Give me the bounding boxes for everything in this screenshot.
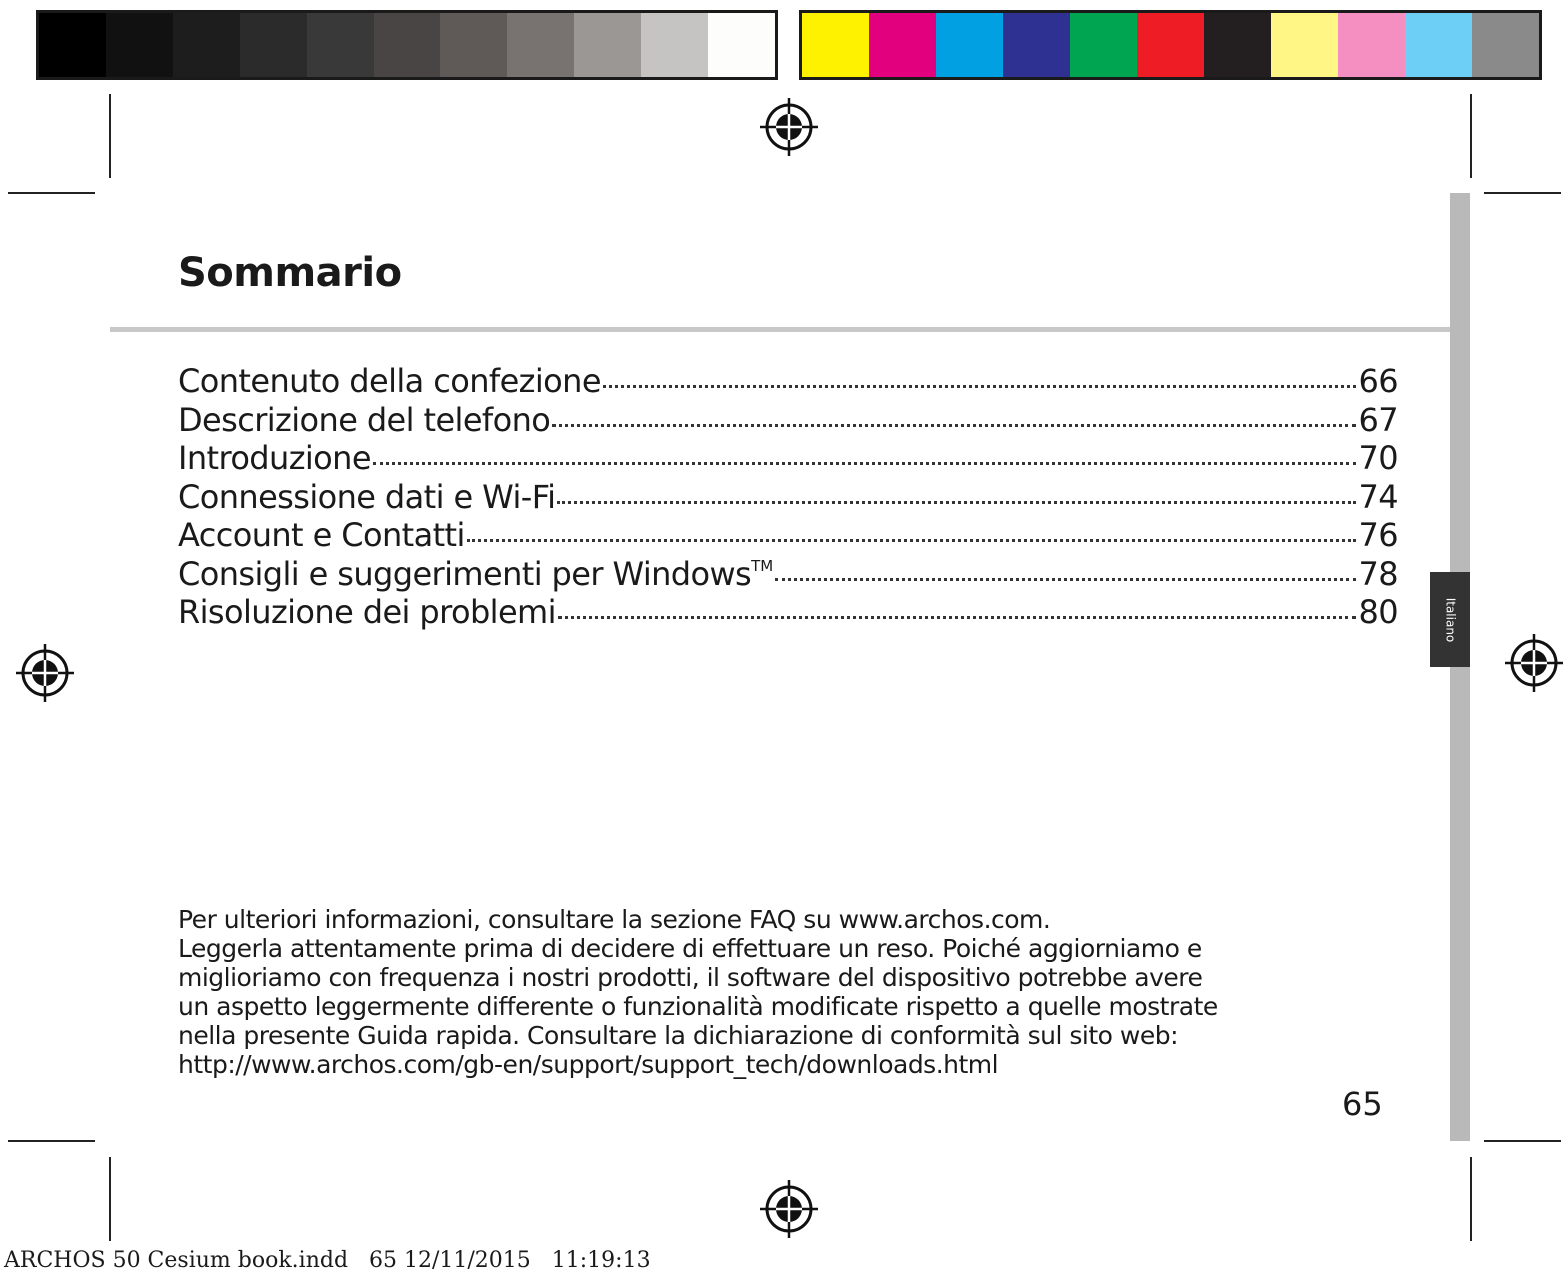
color-swatch: [173, 13, 240, 77]
toc-entry-text: Contenuto della confezione: [178, 362, 601, 400]
color-swatch: [936, 13, 1003, 77]
color-swatch: [1472, 13, 1539, 77]
print-slug: ARCHOS 50 Cesium book.indd 65 12/11/2015 11:19:13: [4, 1248, 651, 1273]
toc-entry[interactable]: [178, 593, 1398, 632]
toc-entry-label: [178, 593, 556, 631]
toc-entry[interactable]: [178, 401, 1398, 440]
color-swatch: [440, 13, 507, 77]
toc-entry-text: Connessione dati e Wi-Fi: [178, 477, 556, 516]
toc-entry-label: [178, 439, 371, 477]
toc-entry[interactable]: [178, 478, 1398, 517]
color-swatch: [641, 13, 708, 77]
toc-entry-label: [178, 555, 773, 593]
footer-line: Leggerla attentamente prima di decidere di effettuare un reso. Poiché aggiorniamo e: [178, 934, 1202, 963]
toc-entry-page: 66: [1358, 362, 1398, 400]
color-swatch: [802, 13, 869, 77]
registration-mark-icon: [760, 98, 818, 156]
toc-dot-leader: [552, 424, 1356, 427]
crop-mark: [1470, 1157, 1472, 1241]
toc-dot-leader: [775, 578, 1356, 581]
color-swatch: [1070, 13, 1137, 77]
color-swatch: [1271, 13, 1338, 77]
toc-dot-leader: [603, 385, 1357, 388]
toc-entry[interactable]: [178, 362, 1398, 401]
language-tab-label-container: [1430, 572, 1470, 667]
color-swatch: [507, 13, 574, 77]
toc-dot-leader: [373, 462, 1357, 465]
toc-entry[interactable]: [178, 555, 1398, 594]
page-side-strip: [1450, 193, 1470, 1141]
crop-mark: [109, 1157, 111, 1241]
toc-entry[interactable]: [178, 439, 1398, 478]
toc-entry-label: [178, 401, 550, 439]
table-of-contents: [178, 362, 1398, 632]
footer-line: nella presente Guida rapida. Consultare la dichiarazione di conformità sul sito web:: [178, 1021, 1178, 1050]
page-number: 65: [1342, 1085, 1383, 1123]
color-swatch: [1204, 13, 1271, 77]
color-calibration-bar: [799, 10, 1542, 80]
toc-entry-text: Consigli e suggerimenti per Windows: [178, 554, 752, 593]
page-title: Sommario: [178, 250, 402, 296]
color-swatch: [240, 13, 307, 77]
registration-mark-icon: [760, 1180, 818, 1238]
footer-line: Per ulteriori informazioni, consultare la sezione FAQ su www.archos.com.: [178, 905, 1051, 934]
toc-entry-page: 78: [1358, 554, 1398, 593]
toc-entry-label: [178, 516, 465, 554]
toc-entry-label: [178, 362, 601, 400]
color-swatch: [307, 13, 374, 77]
registration-mark-icon: [1505, 634, 1563, 692]
toc-entry-text: Account e Contatti: [178, 516, 465, 554]
color-swatch: [1137, 13, 1204, 77]
toc-entry-text: Descrizione del telefono: [178, 400, 551, 439]
color-swatch: [1338, 13, 1405, 77]
toc-entry-label: [178, 478, 555, 516]
toc-entry-text: Introduzione: [178, 439, 371, 477]
crop-mark: [109, 94, 111, 178]
toc-dot-leader: [558, 616, 1357, 619]
color-swatch: [374, 13, 441, 77]
crop-mark: [8, 192, 95, 194]
trademark-mark: TM: [751, 556, 774, 575]
toc-entry-page: 76: [1358, 516, 1398, 554]
registration-mark-icon: [16, 644, 74, 702]
crop-mark: [1470, 94, 1472, 178]
footer-line: http://www.archos.com/gb-en/support/support_tech/downloads.html: [178, 1050, 999, 1079]
toc-entry[interactable]: [178, 516, 1398, 555]
toc-entry-page: 70: [1358, 439, 1398, 477]
title-divider: [110, 327, 1450, 332]
toc-entry-page: 80: [1358, 593, 1398, 631]
color-swatch: [106, 13, 173, 77]
color-swatch: [1003, 13, 1070, 77]
color-swatch: [1405, 13, 1472, 77]
toc-entry-page: 74: [1358, 477, 1398, 516]
footer-note: [178, 905, 1398, 1079]
toc-entry-text: Risoluzione dei problemi: [178, 593, 556, 631]
footer-line: un aspetto leggermente differente o funzionalità modificate rispetto a quelle mostrate: [178, 992, 1218, 1021]
color-swatch: [574, 13, 641, 77]
crop-mark: [1484, 1140, 1561, 1142]
crop-mark: [8, 1140, 95, 1142]
grayscale-calibration-bar: [36, 10, 778, 80]
color-swatch: [869, 13, 936, 77]
toc-dot-leader: [467, 539, 1357, 542]
toc-dot-leader: [557, 501, 1356, 504]
language-tab-label: Italiano: [1443, 597, 1458, 642]
toc-entry-page: 67: [1358, 400, 1398, 439]
footer-line: miglioriamo con frequenza i nostri prodotti, il software del dispositivo potrebbe avere: [178, 963, 1203, 992]
crop-mark: [1484, 192, 1561, 194]
color-swatch: [39, 13, 106, 77]
color-swatch: [708, 13, 775, 77]
